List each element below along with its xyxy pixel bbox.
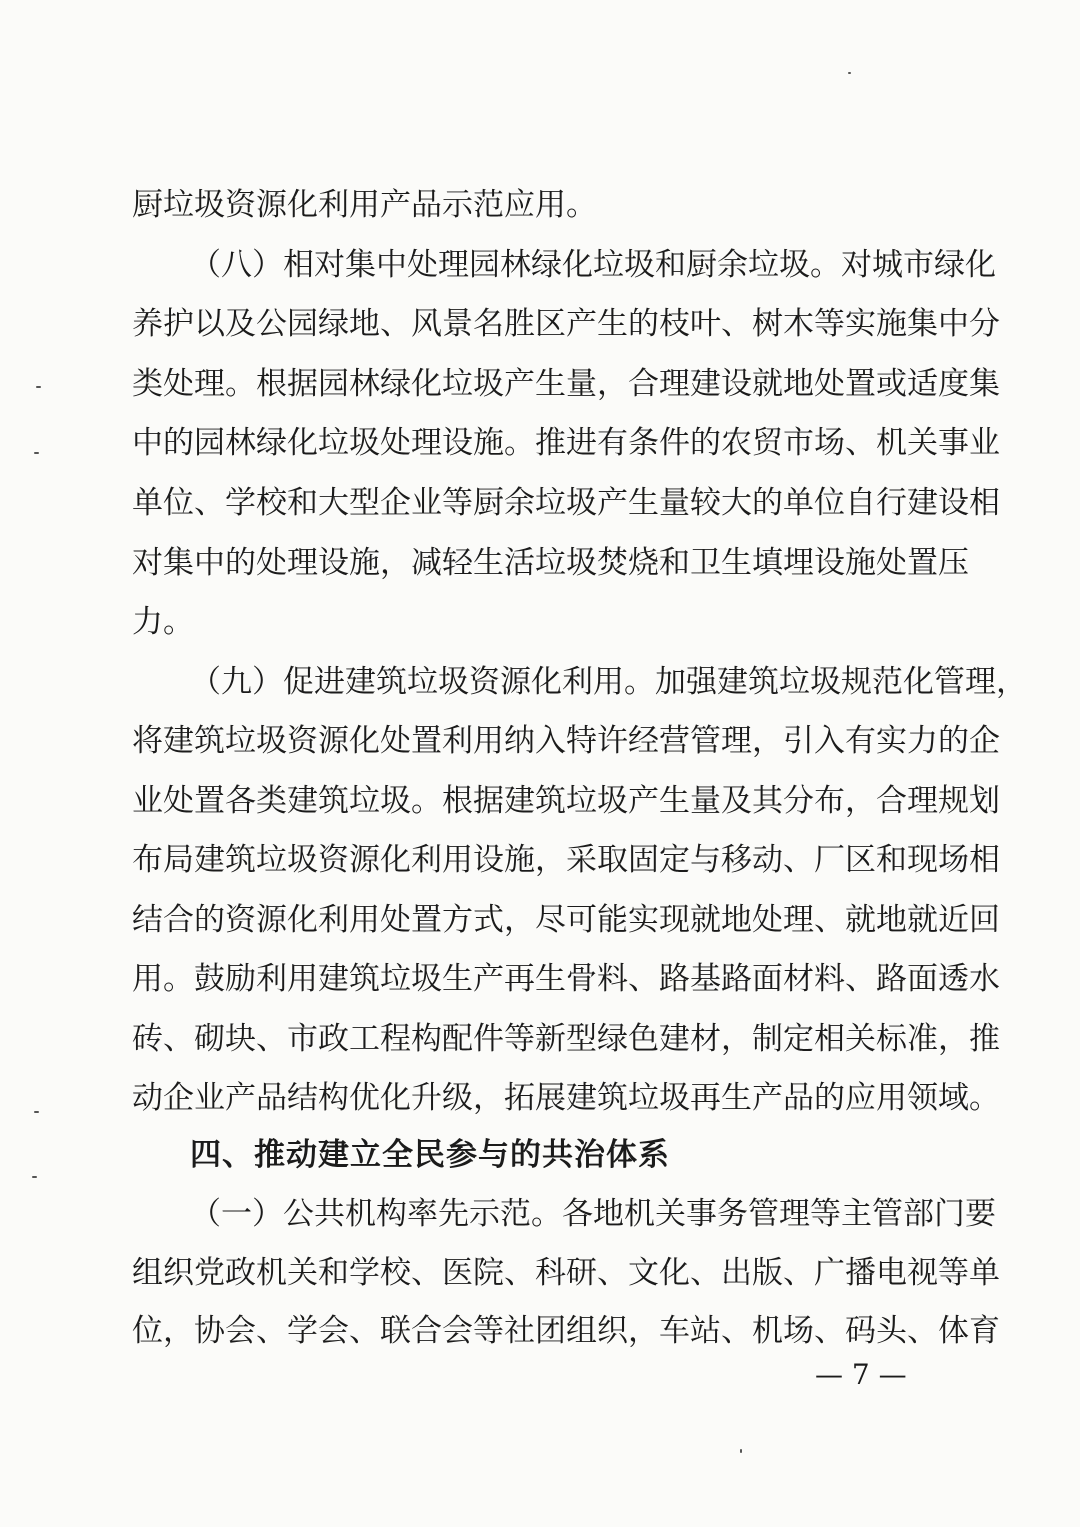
section-heading: 四、推动建立全民参与的共治体系 <box>190 1137 670 1173</box>
page-number: — 7 — <box>815 1358 907 1391</box>
paragraph-line-15: 砖、砌块、市政工程构配件等新型绿色建材，制定相关标准，推 <box>132 1021 1000 1057</box>
scan-mark <box>848 72 851 74</box>
paragraph-line-11: 业处置各类建筑垃圾。根据建筑垃圾产生量及其分布，合理规划 <box>132 783 1000 819</box>
scan-mark <box>34 1111 39 1113</box>
paragraph-line-18: （一）公共机构率先示范。各地机关事务管理等主管部门要 <box>190 1196 996 1232</box>
paragraph-line-19: 组织党政机关和学校、医院、科研、文化、出版、广播电视等单 <box>132 1255 1000 1291</box>
paragraph-line-16: 动企业产品结构优化升级，拓展建筑垃圾再生产品的应用领域。 <box>132 1080 1000 1116</box>
paragraph-line-14: 用。鼓励利用建筑垃圾生产再生骨料、路基路面材料、路面透水 <box>132 961 1000 997</box>
paragraph-line-7: 对集中的处理设施，减轻生活垃圾焚烧和卫生填埋设施处置压 <box>132 545 969 581</box>
paragraph-line-5: 中的园林绿化垃圾处理设施。推进有条件的农贸市场、机关事业 <box>132 425 1000 461</box>
paragraph-line-1: 厨垃圾资源化利用产品示范应用。 <box>132 187 597 223</box>
paragraph-line-20: 位，协会、学会、联合会等社团组织，车站、机场、码头、体育 <box>132 1313 1000 1349</box>
paragraph-line-3: 养护以及公园绿地、风景名胜区产生的枝叶、树木等实施集中分 <box>132 306 1000 342</box>
paragraph-line-2: （八）相对集中处理园林绿化垃圾和厨余垃圾。对城市绿化 <box>190 247 996 283</box>
paragraph-line-8: 力。 <box>132 604 194 640</box>
paragraph-line-6: 单位、学校和大型企业等厨余垃圾产生量较大的单位自行建设相 <box>132 485 1000 521</box>
paragraph-line-9: （九）促进建筑垃圾资源化利用。加强建筑垃圾规范化管理， <box>190 664 1027 700</box>
scan-mark <box>34 452 39 454</box>
scan-mark <box>740 1449 742 1453</box>
paragraph-line-13: 结合的资源化利用处置方式，尽可能实现就地处理、就地就近回 <box>132 902 1000 938</box>
paragraph-line-10: 将建筑垃圾资源化处置利用纳入特许经营管理，引入有实力的企 <box>132 723 1000 759</box>
scan-mark <box>32 1176 37 1178</box>
paragraph-line-4: 类处理。根据园林绿化垃圾产生量，合理建设就地处置或适度集 <box>132 366 1000 402</box>
paragraph-line-12: 布局建筑垃圾资源化利用设施，采取固定与移动、厂区和现场相 <box>132 842 1000 878</box>
scan-mark <box>36 386 41 388</box>
